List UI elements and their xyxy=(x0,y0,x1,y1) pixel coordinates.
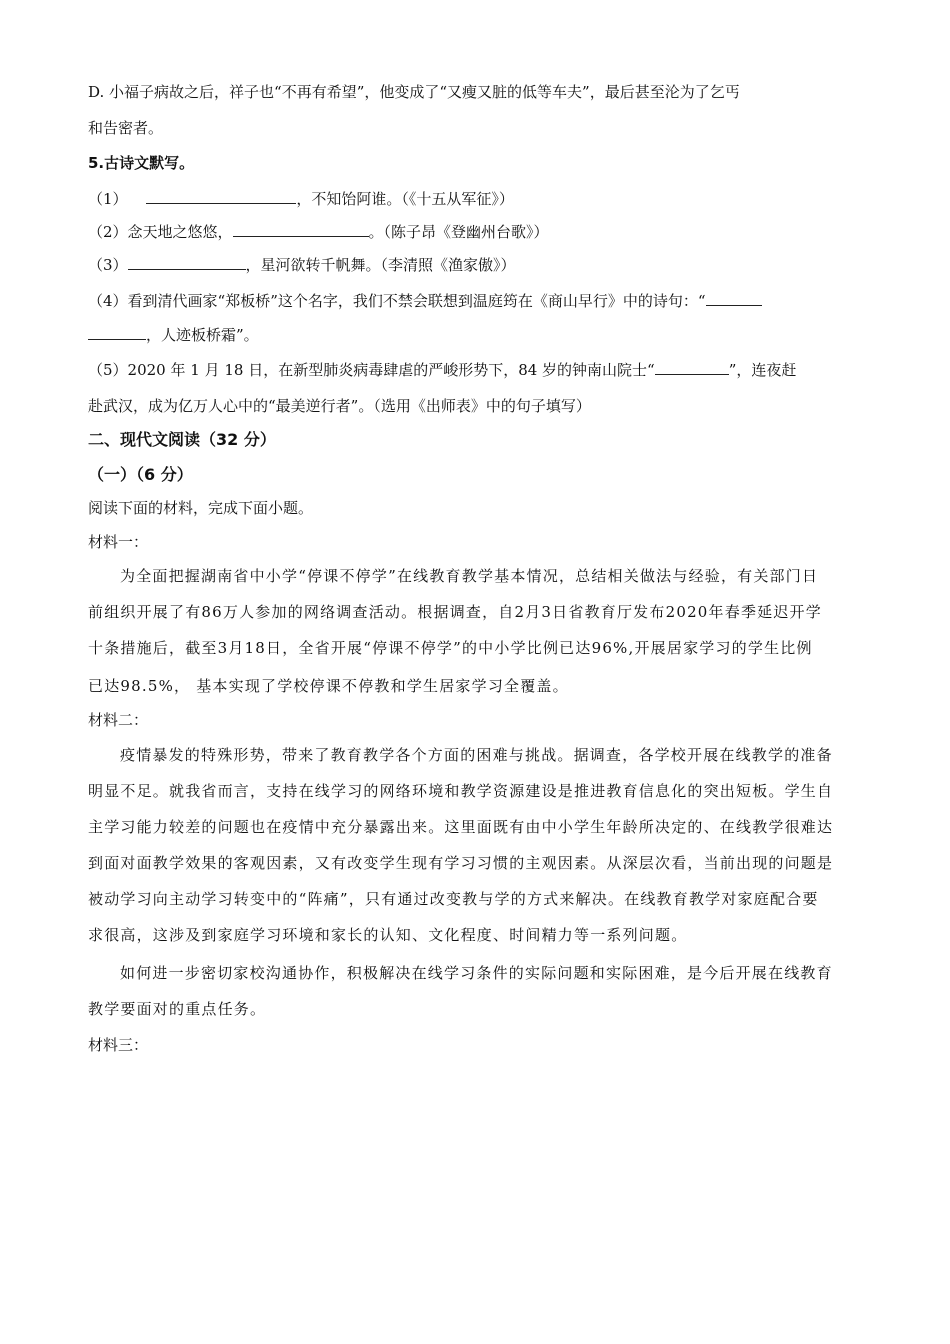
sub-heading: （一）（6 分） xyxy=(88,465,193,484)
material-1-label: 材料一： xyxy=(88,533,149,551)
answer-blank[interactable] xyxy=(88,325,146,340)
answer-blank[interactable] xyxy=(128,255,246,270)
answer-blank[interactable] xyxy=(655,360,729,375)
material-1-line: 前组织开展了有86万人参加的网络调查活动。根据调查，自2月3日省教育厅发布2020年春季延迟开学 xyxy=(88,603,822,621)
q5-item-5-text: （5）2020 年 1 月 18 日，在新型肺炎病毒肆虐的严峻形势下，84 岁的钟南山院士“ xyxy=(88,361,655,379)
section-heading: 二、现代文阅读（32 分） xyxy=(88,430,276,449)
material-2-line: 被动学习向主动学习转变中的“阵痛”，只有通过改变教与学的方式来解决。在线教育教学对家庭配合要 xyxy=(88,890,819,908)
q5-item-1-num: （1） xyxy=(88,190,128,208)
option-d-line1: D. 小福子病故之后，祥子也“不再有希望”，他变成了“又瘦又脏的低等车夫”，最后甚至沦为了乞丐 xyxy=(88,83,740,101)
option-d-line2: 和告密者。 xyxy=(88,119,164,137)
material-2-label: 材料二： xyxy=(88,711,149,729)
q5-item-4-text: （4）看到清代画家“郑板桥”这个名字，我们不禁会联想到温庭筠在《商山早行》中的诗句：“ xyxy=(88,292,706,310)
material-2-para2-line: 如何进一步密切家校沟通协作，积极解决在线学习条件的实际问题和实际困难，是今后开展在线教育 xyxy=(120,964,833,982)
q5-item-1 xyxy=(88,189,514,209)
q5-item-3 xyxy=(88,255,516,275)
material-2-line: 疫情暴发的特殊形势，带来了教育教学各个方面的困难与挑战。据调查，各学校开展在线教学的准备 xyxy=(120,746,833,764)
answer-blank[interactable] xyxy=(706,291,762,306)
material-3-label: 材料三： xyxy=(88,1036,149,1054)
material-2-line: 明显不足。就我省而言，支持在线学习的网络环境和教学资源建设是推进教育信息化的突出短板。学生自 xyxy=(88,782,834,800)
q5-item-1-text: ，不知饴阿谁。（《十五从军征》） xyxy=(296,190,514,208)
q5-item-5-line2: 赴武汉，成为亿万人心中的“最美逆行者”。（选用《出师表》中的句子填写） xyxy=(88,397,591,415)
answer-blank[interactable] xyxy=(146,189,296,204)
q5-title: 5.古诗文默写。 xyxy=(88,154,195,172)
material-1-line: 为全面把握湖南省中小学“停课不停学”在线教育教学基本情况，总结相关做法与经验，有关部门日 xyxy=(120,567,819,585)
material-2-para2-line: 教学要面对的重点任务。 xyxy=(88,1000,267,1018)
material-2-line: 求很高，这涉及到家庭学习环境和家长的认知、文化程度、时间精力等一系列问题。 xyxy=(88,926,688,944)
material-1-line: 已达98.5%， 基本实现了学校停课不停教和学生居家学习全覆盖。 xyxy=(88,677,569,695)
instruction: 阅读下面的材料，完成下面小题。 xyxy=(88,499,314,517)
q5-item-4-line1 xyxy=(88,291,762,311)
q5-item-2-text: 。（陈子昂《登幽州台歌》） xyxy=(368,223,549,241)
q5-item-4-line2 xyxy=(88,325,259,345)
material-2-line: 主学习能力较差的问题也在疫情中充分暴露出来。这里面既有由中小学生年龄所决定的、在线教学很难达 xyxy=(88,818,834,836)
q5-item-2 xyxy=(88,222,549,242)
q5-item-3-text: ，星河欲转千帆舞。（李清照《渔家傲》） xyxy=(245,256,516,274)
q5-item-2-num: （2）念天地之悠悠， xyxy=(88,223,233,241)
q5-item-5-text-end: ”，连夜赶 xyxy=(728,361,797,379)
material-1-line: 十条措施后，截至3月18日，全省开展“停课不停学”的中小学比例已达96%,开展居家学习的学生比例 xyxy=(88,639,813,657)
q5-item-3-num: （3） xyxy=(88,256,128,274)
material-2-line: 到面对面教学效果的客观因素，又有改变学生现有学习习惯的主观因素。从深层次看，当前出现的问题是 xyxy=(88,854,834,872)
q5-item-4-text-end: ，人迹板桥霜”。 xyxy=(146,326,259,344)
answer-blank[interactable] xyxy=(233,222,369,237)
q5-item-5-line1 xyxy=(88,360,796,380)
